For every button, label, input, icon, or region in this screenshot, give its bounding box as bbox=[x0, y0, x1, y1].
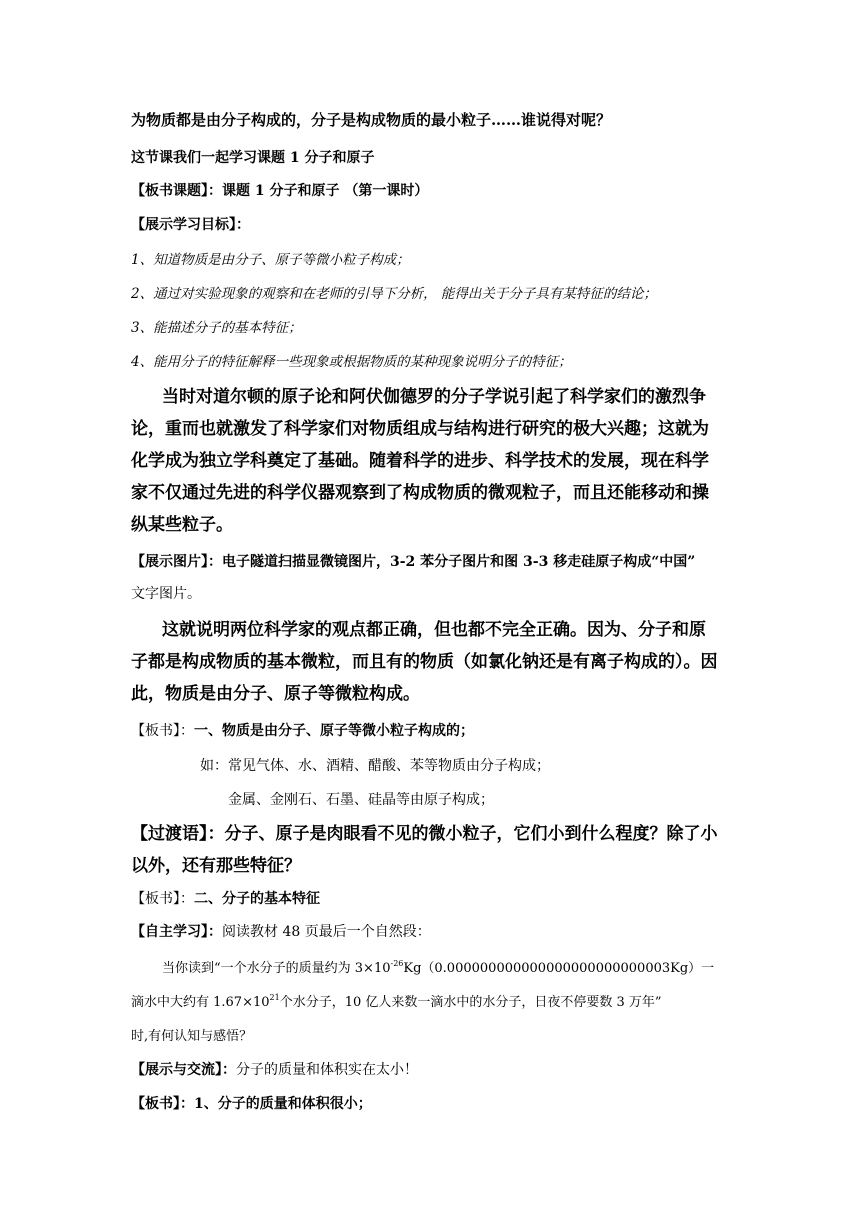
section-text: 电子隧道扫描显微镜图片，3-2 苯分子图片和图 3-3 移走硅原子构成“中国” bbox=[222, 554, 696, 570]
section-heading: 【展示学习目标】： bbox=[131, 217, 250, 233]
text-run: 滴水中大约有 1.67×10 bbox=[131, 995, 270, 1010]
section-tag: 【板书】： bbox=[131, 723, 194, 739]
paragraph-line: 子都是构成物质的基本微粒，而且有的物质（如氯化钠还是有离子构成的）。因 bbox=[131, 652, 718, 672]
transition-line: 【过渡语】：分子、原子是肉眼看不见的微小粒子，它们小到什么程度？除了小 bbox=[131, 824, 718, 844]
question-line bbox=[131, 991, 662, 1010]
self-study-line bbox=[131, 921, 431, 941]
board-line bbox=[131, 888, 320, 908]
section-text: 分子的质量和体积实在太小！ bbox=[236, 1062, 418, 1078]
example-line: 金属、金刚石、石墨、硅晶等由原子构成； bbox=[228, 792, 494, 808]
paragraph-line: 家不仅通过先进的科学仪器观察到了构成物质的微观粒子，而且还能移动和操 bbox=[131, 483, 709, 503]
question-line bbox=[162, 957, 714, 976]
section-text: 二、分子的基本特征 bbox=[194, 891, 320, 907]
section-tag: 【展示图片】： bbox=[131, 554, 222, 570]
text-line: 为物质都是由分子构成的，分子是构成物质的最小粒子……谁说得对呢？ bbox=[131, 111, 612, 129]
exponent: 21 bbox=[269, 993, 280, 1002]
text-line: 这节课我们一起学习课题 1 分子和原子 bbox=[131, 150, 375, 166]
paragraph-line: 纵某些粒子。 bbox=[131, 515, 233, 535]
goal-item: 2、通过对实验现象的观察和在老师的引导下分析， 能得出关于分子具有某特征的结论； bbox=[131, 286, 657, 302]
show-pictures-line bbox=[131, 551, 695, 571]
question-line: 时,有何认知与感悟？ bbox=[131, 1029, 253, 1044]
section-tag: 【自主学习】： bbox=[131, 924, 222, 940]
board-line bbox=[131, 1093, 372, 1113]
paragraph-line: 当时对道尔顿的原子论和阿伏伽德罗的分子学说引起了科学家们的激烈争 bbox=[162, 387, 706, 407]
paragraph-line: 化学成为独立学科奠定了基础。随着科学的进步、科学技术的发展，现在科学 bbox=[131, 451, 709, 471]
transition-line: 以外，还有那些特征？ bbox=[131, 856, 301, 876]
text-run: 当你读到“一个水分子的质量约为 3×10 bbox=[162, 961, 391, 976]
paragraph-line: 这就说明两位科学家的观点都正确，但也都不完全正确。因为、分子和原 bbox=[162, 620, 706, 640]
goal-item: 1、知道物质是由分子、原子等微小粒子构成； bbox=[131, 252, 410, 268]
section-text: 1、分子的质量和体积很小； bbox=[194, 1096, 372, 1112]
paragraph-line: 此，物质是由分子、原子等微粒构成。 bbox=[131, 684, 420, 704]
text-run: Kg（0.000000000000000000000000003Kg）一 bbox=[403, 961, 715, 976]
section-tag: 【板书】： bbox=[131, 1096, 194, 1112]
paragraph-line: 论，重而也就激发了科学家们对物质组成与结构进行研究的极大兴趣；这就为 bbox=[131, 419, 709, 439]
text-run: 个水分子，10 亿人来数一滴水中的水分子，日夜不停要数 3 万年” bbox=[279, 995, 662, 1010]
section-tag: 【板书】： bbox=[131, 891, 194, 907]
exponent: -26 bbox=[390, 959, 404, 968]
section-text: 一、物质是由分子、原子等微小粒子构成的； bbox=[194, 723, 474, 739]
section-text: 阅读教材 48 页最后一个自然段： bbox=[222, 924, 431, 940]
example-line: 如：常见气体、水、酒精、醋酸、苯等物质由分子构成； bbox=[200, 758, 550, 774]
section-tag: 【板书课题】： bbox=[131, 183, 222, 199]
board-line bbox=[131, 720, 474, 740]
goal-item: 3、能描述分子的基本特征； bbox=[131, 320, 302, 336]
section-tag: 【展示与交流】： bbox=[131, 1062, 236, 1078]
section-text: 课题 1 分子和原子 （第一课时） bbox=[222, 183, 429, 199]
board-title-line bbox=[131, 180, 428, 200]
text-line: 文字图片。 bbox=[131, 586, 201, 602]
goal-item: 4、能用分子的特征解释一些现象或根据物质的某种现象说明分子的特征； bbox=[131, 354, 572, 370]
exchange-line bbox=[131, 1059, 418, 1079]
